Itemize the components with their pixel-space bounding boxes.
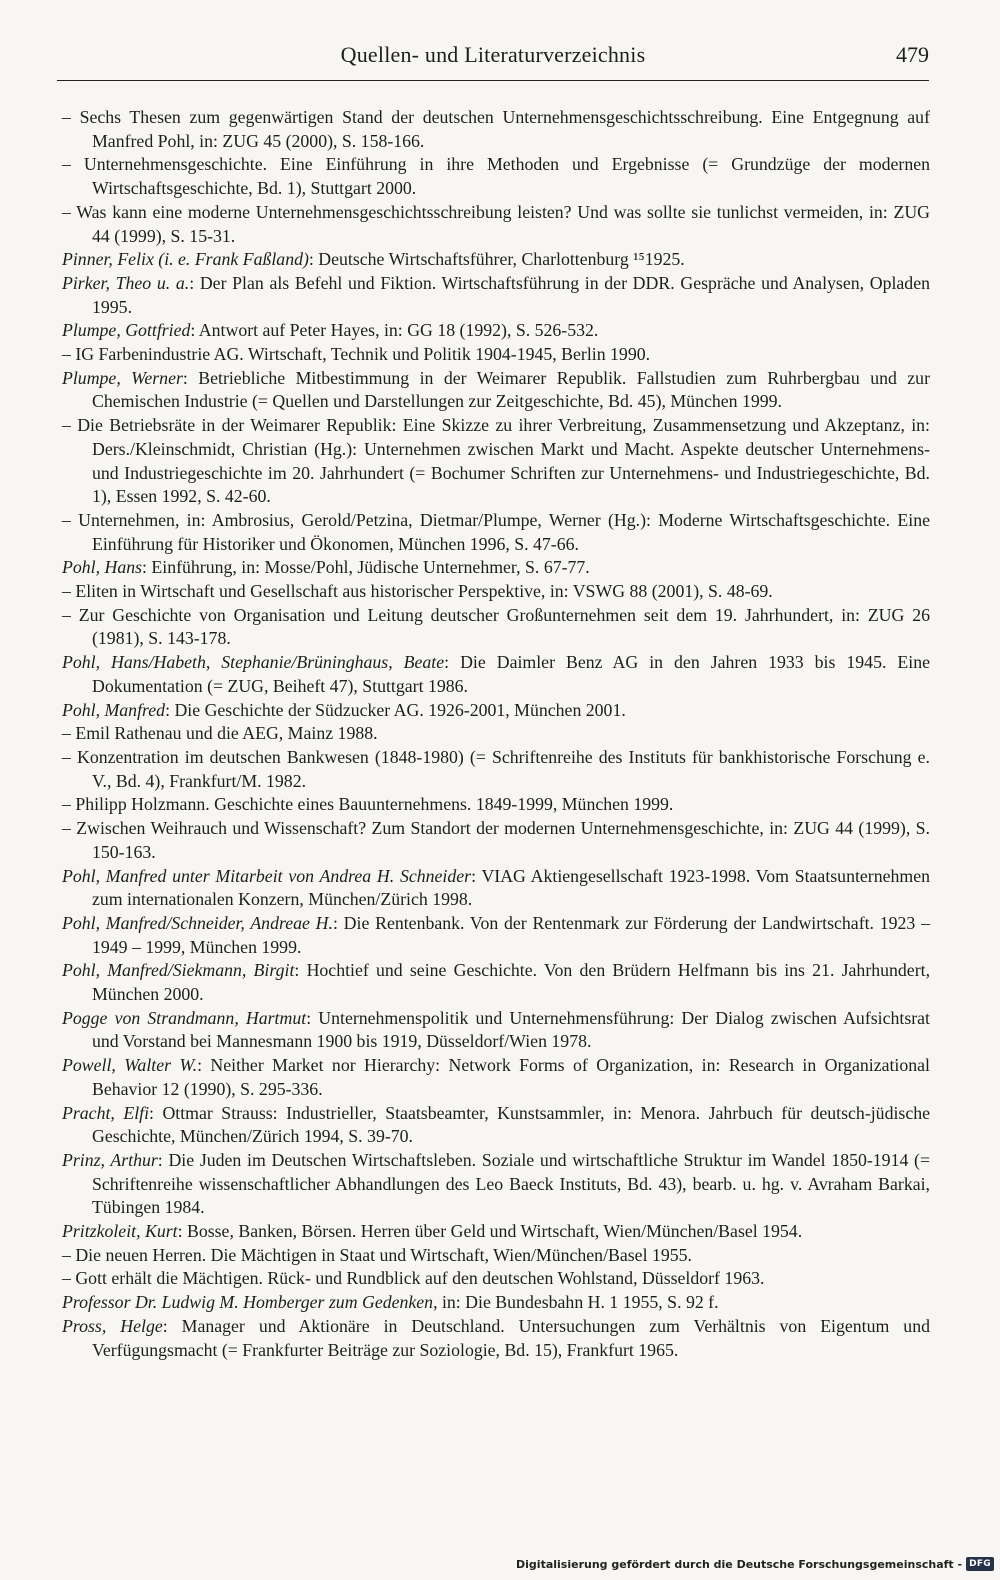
page-number: 479 (896, 42, 929, 67)
entry-text: : Hochtief und seine Geschichte. Von den Brüdern Helfmann bis ins 21. Jahrhundert, München 2000. (92, 960, 931, 1005)
bibliography-entry (62, 556, 930, 580)
bibliography-entry (62, 272, 930, 319)
entry-text: : Neither Market nor Hierarchy: Network Forms of Organization, in: Research in Organizational Behavior 12 (1990), S. 295-336. (92, 1055, 930, 1099)
bibliography-entry (62, 651, 930, 698)
entry-text: : Bosse, Banken, Börsen. Herren über Geld und Wirtschaft, Wien/München/Basel 1954. (177, 1221, 803, 1242)
entry-text: : Die Rentenbank. Von der Rentenmark zur Förderung der Landwirtschaft. 1923 – 1949 – 1999, München 1999. (92, 912, 930, 957)
bibliography-entry (62, 1244, 930, 1268)
bibliography-entry (62, 1220, 930, 1244)
entry-text: – Eliten in Wirtschaft und Gesellschaft aus historischer Perspektive, in: VSWG 88 (2001), S. 48-69. (62, 581, 773, 602)
entry-text: : Die Juden im Deutschen Wirtschaftsleben. Soziale und wirtschaftliche Struktur im Wandel 1850-1914 (= Schriftenreihe wissenschaftlicher Abhandlungen des Leo Baeck Instituts, Bd. 43), bearb. u. hg. v. Avraham Barkai, Tübingen 1984. (92, 1149, 931, 1218)
bibliography-entry (62, 319, 930, 343)
entry-text: – Zur Geschichte von Organisation und Leitung deutscher Großunternehmen seit dem 19. Jahrhundert, in: ZUG 26 (1981), S. 143-178. (62, 604, 930, 649)
entry-text: – Sechs Thesen zum gegenwärtigen Stand der deutschen Unternehmensgeschichtsschreibung. Eine Entgegnung auf Manfred Pohl, in: ZUG 45 (2000), S. 158-166. (62, 107, 930, 151)
entry-text: : Manager und Aktionäre in Deutschland. Untersuchungen zum Verhältnis von Eigentum und Verfügungsmacht (= Frankfurter Beiträge zur Soziologie, Bd. 15), Frankfurt 1965. (92, 1315, 930, 1360)
bibliography-entry (62, 580, 930, 604)
entry-text: – Zwischen Weihrauch und Wissenschaft? Zum Standort der modernen Unternehmensgeschichte, in: ZUG 44 (1999), S. 150-163. (62, 818, 930, 862)
entry-author: Pohl, Hans (62, 557, 143, 578)
entry-text: – Emil Rathenau und die AEG, Mainz 1988. (62, 723, 378, 744)
entry-author: Prinz, Arthur (62, 1149, 158, 1170)
entry-author: Pohl, Manfred/Siekmann, Birgit (62, 960, 295, 981)
entry-author: Pohl, Manfred (62, 699, 166, 720)
bibliography-entry (62, 604, 930, 651)
bibliography-entry (62, 817, 930, 864)
entry-author: Pogge von Strandmann, Hartmut (62, 1007, 307, 1028)
entry-text: : Einführung, in: Mosse/Pohl, Jüdische Unternehmer, S. 67-77. (142, 557, 590, 578)
entry-author: Pritzkoleit, Kurt (62, 1221, 178, 1242)
entry-author: Pross, Helge (62, 1315, 163, 1336)
entry-text: : Die Daimler Benz AG in den Jahren 1933 bis 1945. Eine Dokumentation (= ZUG, Beiheft 47), Stuttgart 1986. (92, 652, 930, 696)
bibliography-entry (62, 1054, 930, 1101)
bibliography-entry (62, 201, 930, 248)
bibliography-list (62, 106, 930, 1362)
bibliography-entry (62, 153, 930, 200)
entry-text: – IG Farbenindustrie AG. Wirtschaft, Technik und Politik 1904-1945, Berlin 1990. (62, 344, 651, 365)
entry-author: Pinner, Felix (i. e. Frank Faßland) (62, 249, 309, 270)
entry-author: Pohl, Manfred/Schneider, Andreae H. (62, 912, 333, 933)
bibliography-entry (62, 912, 930, 959)
entry-text: , in: Die Bundesbahn H. 1 1955, S. 92 f. (433, 1292, 719, 1313)
bibliography-entry (62, 699, 930, 723)
bibliography-entry (62, 1102, 930, 1149)
entry-author: Pohl, Manfred unter Mitarbeit von Andrea H. Schneider (62, 865, 472, 886)
bibliography-entry (62, 959, 930, 1006)
bibliography-entry (62, 1291, 930, 1315)
entry-text: : Der Plan als Befehl und Fiktion. Wirtschaftsführung in der DDR. Gespräche und Analysen, Opladen 1995. (92, 272, 930, 317)
entry-author: Plumpe, Gottfried (62, 320, 191, 341)
entry-text: : VIAG Aktiengesellschaft 1923-1998. Vom Staatsunternehmen zum internationalen Konzern, München/Zürich 1998. (92, 865, 931, 910)
entry-author: Powell, Walter W. (62, 1055, 198, 1076)
bibliography-entry (62, 1315, 930, 1362)
entry-text: – Unternehmensgeschichte. Eine Einführung in ihre Methoden und Ergebnisse (= Grundzüge der modernen Wirtschaftsgeschichte, Bd. 1), Stuttgart 2000. (62, 154, 930, 199)
bibliography-entry (62, 722, 930, 746)
dfg-logo: DFG (966, 1557, 994, 1571)
bibliography-entry (62, 509, 930, 556)
entry-text: : Betriebliche Mitbestimmung in der Weimarer Republik. Fallstudien zum Ruhrbergbau und zur Chemischen Industrie (= Quellen und Darstellungen zur Zeitgeschichte, Bd. 45), München 1999. (92, 367, 930, 412)
entry-author: Plumpe, Werner (62, 367, 183, 388)
entry-text: – Konzentration im deutschen Bankwesen (1848-1980) (= Schriftenreihe des Instituts für bankhistorische Forschung e. V., Bd. 4), Frankfurt/M. 1982. (62, 746, 930, 791)
entry-text: – Was kann eine moderne Unternehmensgeschichtsschreibung leisten? Und was sollte sie tunlichst vermeiden, in: ZUG 44 (1999), S. 15-31. (62, 201, 930, 246)
entry-text: – Die Betriebsräte in der Weimarer Republik: Eine Skizze zu ihrer Verbreitung, Zusammensetzung und Akzeptanz, in: Ders./Kleinschmidt, Christian (Hg.): Unternehmen zwischen Markt und Macht. Aspekte deutscher Unternehmens- und Industriegeschichte im 20. Jahrhundert (= Bochumer Schriften zur Unternehmens- und Industriegeschichte, Bd. 1), Essen 1992, S. 42-60. (62, 415, 930, 507)
entry-text: : Unternehmenspolitik und Unternehmensführung: Der Dialog zwischen Aufsichtsrat und Vorstand bei Mannesmann 1900 bis 1919, Düsseldorf/Wien 1978. (92, 1007, 930, 1052)
running-title: Quellen- und Literaturverzeichnis (340, 42, 646, 67)
bibliography-entry (62, 793, 930, 817)
entry-author: Pracht, Elfi (62, 1102, 150, 1123)
bibliography-entry (62, 248, 930, 272)
bibliography-entry (62, 414, 930, 509)
bibliography-entry (62, 746, 930, 793)
entry-text: – Die neuen Herren. Die Mächtigen in Staat und Wirtschaft, Wien/München/Basel 1955. (62, 1244, 692, 1265)
bibliography-entry (62, 1007, 930, 1054)
entry-text: – Unternehmen, in: Ambrosius, Gerold/Petzina, Dietmar/Plumpe, Werner (Hg.): Moderne Wirtschaftsgeschichte. Eine Einführung für Historiker und Ökonomen, München 1996, S. 47-66. (62, 509, 930, 554)
entry-text: – Philipp Holzmann. Geschichte eines Bauunternehmens. 1849-1999, München 1999. (62, 794, 674, 815)
bibliography-entry (62, 367, 930, 414)
entry-text: : Ottmar Strauss: Industrieller, Staatsbeamter, Kunstsammler, in: Menora. Jahrbuch für deutsch-jüdische Geschichte, München/Zürich 1994, S. 39-70. (92, 1102, 930, 1147)
entry-text: : Die Geschichte der Südzucker AG. 1926-2001, München 2001. (165, 699, 626, 720)
entry-author: Pohl, Hans/Habeth, Stephanie/Brüninghaus, Beate (62, 652, 445, 673)
digitization-footer (516, 1554, 994, 1574)
bibliography-entry (62, 1267, 930, 1291)
entry-text: – Gott erhält die Mächtigen. Rück- und Rundblick auf den deutschen Wohlstand, Düsseldorf 1963. (62, 1268, 765, 1289)
entry-author: Pirker, Theo u. a. (62, 272, 190, 293)
footer-text: Digitalisierung gefördert durch die Deutsche Forschungsgemeinschaft - (516, 1557, 963, 1571)
entry-text: : Antwort auf Peter Hayes, in: GG 18 (1992), S. 526-532. (190, 320, 599, 341)
bibliography-entry (62, 343, 930, 367)
entry-author: Professor Dr. Ludwig M. Homberger zum Gedenken (62, 1292, 434, 1313)
page-header (57, 40, 929, 81)
bibliography-entry (62, 865, 930, 912)
bibliography-entry (62, 106, 930, 153)
bibliography-entry (62, 1149, 930, 1220)
entry-text: : Deutsche Wirtschaftsführer, Charlottenburg ¹⁵1925. (308, 249, 685, 270)
